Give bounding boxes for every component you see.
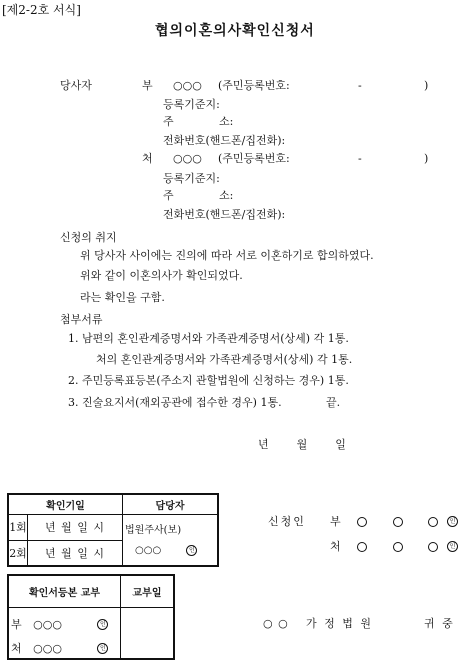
applicant-label: 신청인 [268, 515, 306, 528]
copy-recipients-cell [8, 607, 120, 659]
issue-date-cell [120, 607, 174, 659]
wife-address-label-1: 주 [163, 189, 174, 202]
applicant-husband-role: 부 [330, 515, 341, 528]
name-blank-icon [428, 517, 438, 527]
wife-name: ○○○ [173, 152, 202, 165]
round-1-date: 년 월 일 시 [28, 514, 123, 540]
copy-issue-table [7, 574, 175, 660]
applicant-wife-seal-icon: 인 [447, 541, 458, 552]
name-blank-icon [357, 542, 367, 552]
officer-cell [123, 514, 219, 566]
wife-registry-label: 등록기준지: [163, 172, 220, 185]
applicant-husband-seal-icon: 인 [447, 516, 458, 527]
officer-header: 담당자 [123, 494, 219, 514]
date-line: 년 월 일 [258, 438, 346, 451]
applicant-wife-name-blanks [357, 541, 438, 552]
officer-title: 법원주사(보) [125, 524, 182, 536]
issue-date-header: 교부일 [120, 575, 174, 607]
applicant-husband-name-blanks [357, 516, 438, 527]
form-label: [제2-2호 서식] [2, 3, 81, 17]
copy-husband-row [11, 616, 118, 632]
copy-husband-seal-icon: 인 [97, 619, 108, 630]
wife-resident-no-label: (주민등록번호: [218, 152, 290, 165]
attachment-item-3: 3. 진술요지서(재외공관에 접수한 경우) 1통. [68, 396, 282, 409]
attachment-item-1b: 처의 혼인관계증명서와 가족관계증명서(상세) 각 1통. [96, 353, 353, 366]
round-1-label: 1회 [8, 514, 28, 540]
attachment-end: 끝. [326, 396, 341, 409]
copy-wife-role: 처 [11, 641, 22, 655]
wife-resident-no-sep: - [358, 152, 362, 165]
copy-husband-name: ○○○ [33, 617, 62, 631]
purpose-line-1: 위 당사자 사이에는 진의에 따라 서로 이혼하기로 합의하였다. [80, 249, 374, 262]
round-2-label: 2회 [8, 540, 28, 566]
court-name-blank: ○ ○ [263, 617, 289, 630]
purpose-line-3: 라는 확인을 구함. [80, 291, 165, 304]
husband-resident-no-sep: - [358, 79, 362, 92]
confirm-table [7, 493, 219, 567]
husband-resident-no-label: (주민등록번호: [218, 79, 290, 92]
round-2-date: 년 월 일 시 [28, 540, 123, 566]
purpose-line-2: 위와 같이 이혼의사가 확인되었다. [80, 269, 243, 282]
officer-sign-line [125, 545, 215, 556]
page-title: 협의이혼의사확인신청서 [155, 23, 315, 39]
name-blank-icon [428, 542, 438, 552]
officer-seal-icon: 인 [186, 545, 197, 556]
name-blank-icon [393, 542, 403, 552]
officer-name: ○○○ [135, 544, 162, 556]
husband-resident-no-close: ) [424, 79, 429, 92]
husband-registry-label: 등록기준지: [163, 98, 220, 111]
copy-issue-header: 확인서등본 교부 [8, 575, 120, 607]
wife-resident-no-close: ) [424, 152, 429, 165]
wife-address-label-2: 소: [219, 189, 234, 202]
court-name: 가 정 법 원 [306, 617, 373, 630]
attachments-heading: 첨부서류 [60, 313, 103, 326]
attachment-item-2: 2. 주민등록표등본(주소지 관할법원에 신청하는 경우) 1통. [68, 374, 349, 387]
court-addressee: 귀 중 [424, 617, 455, 630]
parties-label: 당사자 [60, 79, 92, 92]
name-blank-icon [357, 517, 367, 527]
attachment-item-1: 1. 남편의 혼인관계증명서와 가족관계증명서(상세) 각 1통. [68, 332, 349, 345]
copy-husband-role: 부 [11, 617, 22, 631]
husband-address-label-2: 소: [219, 115, 234, 128]
confirm-date-header: 확인기일 [8, 494, 123, 514]
husband-phone-label: 전화번호(핸드폰/집전화): [163, 134, 286, 147]
husband-role: 부 [142, 79, 153, 92]
copy-wife-seal-icon: 인 [97, 643, 108, 654]
applicant-wife-role: 처 [330, 540, 341, 553]
husband-name: ○○○ [173, 79, 202, 92]
name-blank-icon [393, 517, 403, 527]
copy-wife-name: ○○○ [33, 641, 62, 655]
copy-wife-row [11, 640, 118, 656]
purpose-heading: 신청의 취지 [60, 231, 117, 244]
wife-role: 처 [142, 152, 153, 165]
husband-address-label-1: 주 [163, 115, 174, 128]
wife-phone-label: 전화번호(핸드폰/집전화): [163, 208, 286, 221]
